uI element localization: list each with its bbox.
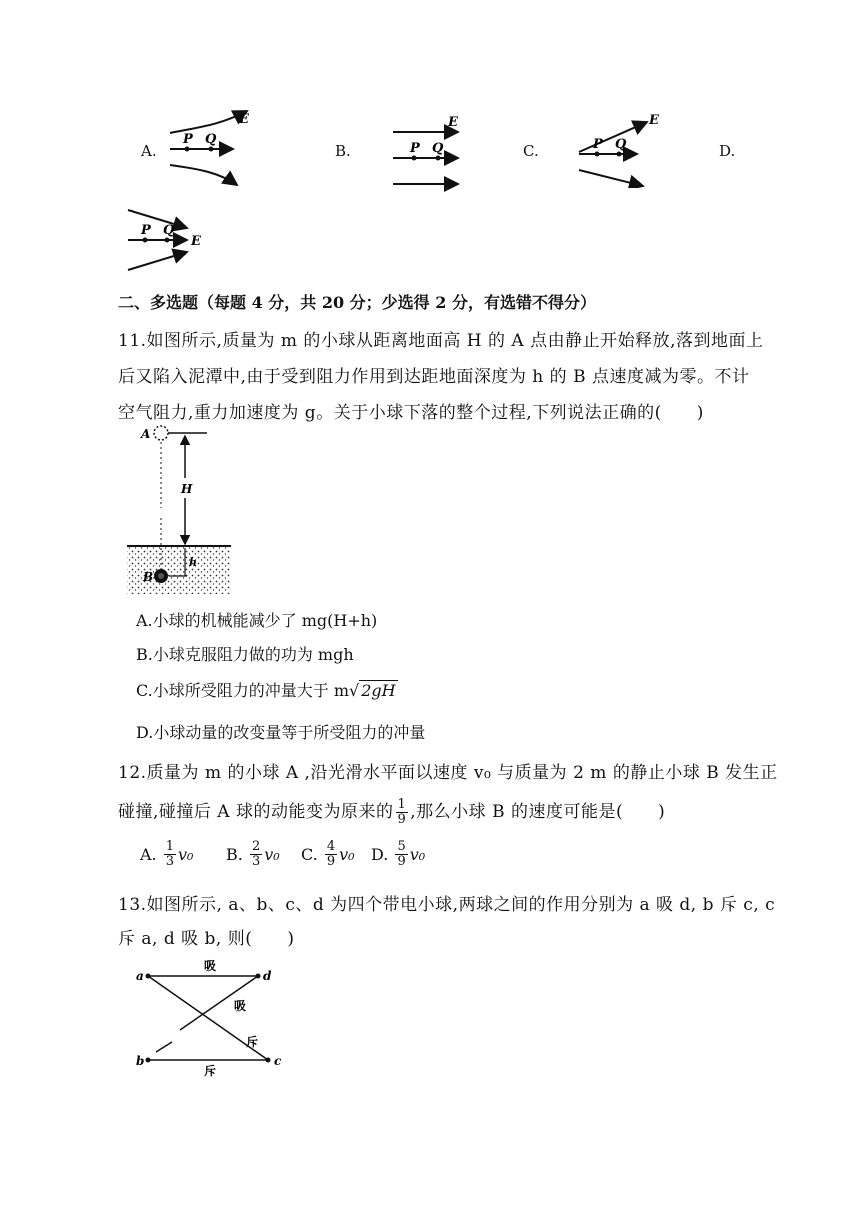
q10-b-q-label: Q [432, 141, 444, 156]
q13-label-b: b [136, 1054, 145, 1068]
q11-option-c [136, 678, 398, 701]
q12-option-c-num: 4 [326, 839, 336, 854]
q12-option-a-var: v₀ [178, 845, 194, 864]
q10-d-e-label: E [191, 234, 201, 249]
q10-option-c-figure [575, 108, 670, 188]
q12-option-a-label: A. [140, 845, 157, 864]
q12-stem-fraction-den: 9 [397, 812, 407, 827]
q12-options [140, 840, 451, 869]
q12-option-a-fraction [164, 840, 176, 869]
q11-option-c-sqrt: 2gH [361, 681, 396, 700]
q12-option-b-fraction [250, 840, 262, 869]
q10-option-d-figure [125, 200, 220, 280]
q12-option-a-num: 1 [165, 839, 175, 854]
q10-d-p-label: P [141, 223, 151, 238]
q13-label-c: c [274, 1054, 282, 1068]
q12-option-d-var: v₀ [409, 845, 426, 864]
q10-c-p-label: P [593, 137, 603, 152]
q12-option-c-label: C. [301, 845, 318, 864]
q12-stem-line2 [118, 797, 665, 827]
q11-stem-line2: 后又陷入泥潭中,由于受到阻力作用到达距地面深度为 h 的 B 点速度减为零。不计 [118, 367, 750, 387]
q12-option-d [371, 840, 451, 869]
q10-a-q-label: Q [205, 132, 217, 147]
q10-a-p-label: P [183, 132, 193, 147]
q13-stem-line1: 13.如图所示, a、b、c、d 为四个带电小球,两球之间的作用分别为 a 吸 d, b 斥 c, c [118, 895, 776, 915]
q13-label-ca: 斥 [246, 1035, 259, 1049]
q12-option-b-label: B. [226, 845, 243, 864]
q10-option-b-figure [390, 110, 465, 192]
q10-c-q-label: Q [615, 137, 627, 152]
q11-option-b: B.小球克服阻力做的功为 mgh [136, 645, 354, 664]
q11-stem-line3: 空气阻力,重力加速度为 g。关于小球下落的整个过程,下列说法正确的( ) [118, 403, 704, 423]
q10-option-a-label: A. [141, 142, 157, 160]
q11-fig-label-h-upper: H [181, 482, 193, 496]
q11-fig-label-h-lower: h [189, 556, 197, 569]
q10-b-p-label: P [410, 141, 420, 156]
sqrt-symbol: √ [349, 681, 360, 700]
q12-option-d-num: 5 [397, 839, 406, 854]
q12-option-a [140, 840, 226, 869]
q12-option-b [226, 840, 301, 869]
q12-option-c-den: 9 [326, 854, 336, 869]
q12-stem-fraction-num: 1 [397, 797, 407, 812]
q13-label-a: a [136, 969, 144, 983]
q13-label-db: 吸 [234, 999, 247, 1013]
q10-option-a-figure [165, 105, 255, 190]
q12-option-b-den: 3 [251, 854, 261, 869]
q12-option-b-num: 2 [251, 839, 261, 854]
q11-fig-label-a: A [141, 427, 151, 441]
q13-figure [130, 952, 290, 1077]
q10-option-c-label: C. [523, 142, 539, 160]
q12-stem-line2-prefix: 碰撞,碰撞后 A 球的动能变为原来的 [118, 802, 394, 822]
q12-option-c [301, 840, 371, 869]
q12-option-d-den: 9 [397, 854, 406, 869]
q11-fig-label-b: B [143, 570, 154, 584]
q12-option-a-den: 3 [165, 854, 175, 869]
q12-stem-line1: 12.质量为 m 的小球 A ,沿光滑水平面以速度 v₀ 与质量为 2 m 的静止小球 B 发生正 [118, 763, 778, 783]
q10-c-e-label: E [649, 113, 659, 128]
q10-b-e-label: E [448, 115, 458, 130]
q11-stem-line1: 11.如图所示,质量为 m 的小球从距离地面高 H 的 A 点由静止开始释放,落到地面上 [118, 331, 764, 351]
q12-option-d-label: D. [371, 845, 389, 864]
q12-stem-fraction [396, 798, 409, 827]
q11-option-c-prefix: C.小球所受阻力的冲量大于 m [136, 681, 350, 700]
q13-label-bc: 斥 [204, 1064, 217, 1077]
q10-d-q-label: Q [163, 223, 175, 238]
q12-option-c-var: v₀ [339, 845, 355, 864]
q12-stem-line2-suffix: ,那么小球 B 的速度可能是( ) [410, 802, 666, 822]
q13-label-d: d [263, 969, 272, 983]
q13-stem-line2: 斥 a, d 吸 b, 则( ) [118, 929, 295, 949]
q13-label-ad: 吸 [204, 959, 217, 973]
q10-option-b-label: B. [335, 142, 351, 160]
section-heading: 二、多选题（每题 4 分，共 20 分；少选得 2 分，有选错不得分） [118, 293, 596, 312]
q11-option-d: D.小球动量的改变量等于所受阻力的冲量 [136, 723, 426, 742]
q10-option-d-label: D. [719, 142, 736, 160]
q11-figure [125, 418, 235, 596]
q12-option-b-var: v₀ [264, 845, 280, 864]
q12-option-c-fraction [325, 840, 337, 869]
q10-a-e-label: E [239, 112, 249, 127]
q11-option-a: A.小球的机械能减少了 mg(H+h) [136, 611, 378, 630]
q12-option-d-fraction [395, 840, 407, 869]
